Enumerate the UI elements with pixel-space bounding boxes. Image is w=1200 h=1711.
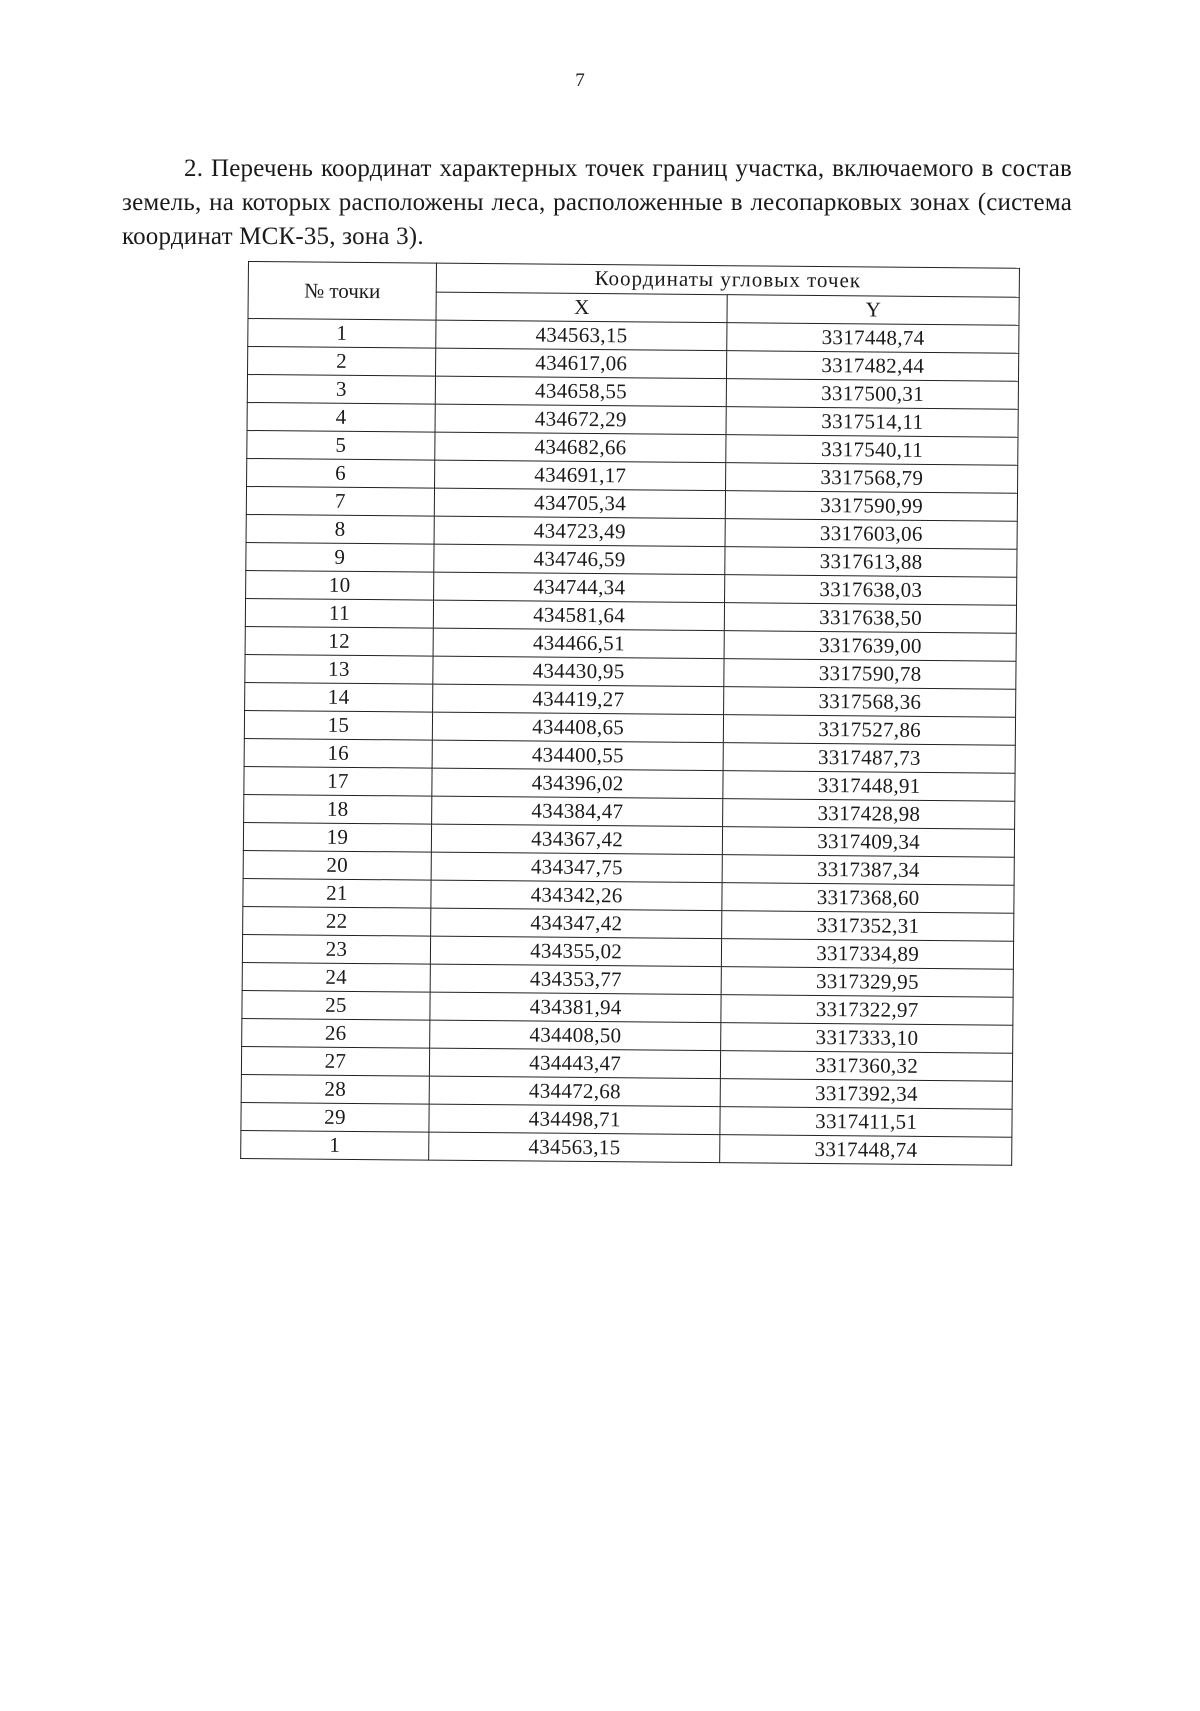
- cell-point-number: 17: [244, 766, 432, 796]
- cell-y: 3317448,74: [720, 1135, 1012, 1166]
- cell-point-number: 26: [242, 1018, 430, 1048]
- cell-x: 434581,64: [433, 600, 725, 631]
- cell-y: 3317590,99: [726, 491, 1018, 522]
- cell-y: 3317568,36: [724, 687, 1016, 718]
- cell-point-number: 15: [244, 710, 432, 740]
- cell-y: 3317329,95: [722, 967, 1014, 998]
- header-row-top: [248, 262, 1019, 297]
- coordinates-table: [240, 261, 1020, 1166]
- cell-y: 3317540,11: [726, 435, 1018, 466]
- table-header: [248, 262, 1019, 326]
- cell-x: 434744,34: [434, 572, 726, 603]
- cell-y: 3317411,51: [720, 1107, 1012, 1138]
- cell-x: 434419,27: [433, 684, 725, 715]
- cell-x: 434396,02: [432, 768, 724, 799]
- cell-point-number: 10: [246, 570, 434, 600]
- cell-y: 3317368,60: [722, 883, 1014, 914]
- cell-y: 3317613,88: [725, 547, 1017, 578]
- header-x: X: [436, 292, 728, 323]
- cell-point-number: 25: [242, 990, 430, 1020]
- cell-x: 434342,26: [431, 880, 723, 911]
- cell-x: 434408,65: [432, 712, 724, 743]
- cell-y: 3317590,78: [724, 659, 1016, 690]
- cell-x: 434672,29: [435, 404, 727, 435]
- cell-x: 434466,51: [433, 628, 725, 659]
- cell-x: 434384,47: [432, 796, 724, 827]
- cell-x: 434347,42: [431, 908, 723, 939]
- cell-point-number: 20: [243, 850, 431, 880]
- header-point-number: № точки: [248, 262, 436, 321]
- cell-x: 434430,95: [433, 656, 725, 687]
- cell-y: 3317448,74: [727, 323, 1019, 354]
- cell-y: 3317482,44: [727, 351, 1019, 382]
- cell-x: 434691,17: [434, 460, 726, 491]
- cell-y: 3317360,32: [721, 1051, 1013, 1082]
- cell-x: 434408,50: [430, 1020, 722, 1051]
- cell-x: 434472,68: [429, 1076, 721, 1107]
- cell-point-number: 6: [247, 458, 435, 488]
- cell-y: 3317638,03: [725, 575, 1017, 606]
- cell-point-number: 7: [246, 486, 434, 516]
- cell-x: 434746,59: [434, 544, 726, 575]
- header-y: Y: [727, 294, 1019, 325]
- cell-point-number: 13: [245, 654, 433, 684]
- cell-y: 3317392,34: [721, 1079, 1013, 1110]
- cell-y: 3317603,06: [725, 519, 1017, 550]
- cell-point-number: 3: [247, 375, 435, 405]
- cell-x: 434682,66: [435, 432, 727, 463]
- cell-point-number: 8: [246, 514, 434, 544]
- cell-x: 434498,71: [429, 1104, 721, 1135]
- cell-point-number: 2: [248, 347, 436, 377]
- cell-y: 3317334,89: [722, 939, 1014, 970]
- cell-point-number: 19: [243, 822, 431, 852]
- cell-x: 434723,49: [434, 516, 726, 547]
- page-number: 7: [575, 70, 585, 91]
- table-body: [241, 319, 1019, 1166]
- cell-y: 3317448,91: [723, 771, 1015, 802]
- cell-point-number: 14: [245, 682, 433, 712]
- cell-point-number: 12: [245, 626, 433, 656]
- cell-point-number: 1: [248, 319, 436, 349]
- cell-y: 3317428,98: [723, 799, 1015, 830]
- cell-point-number: 16: [244, 738, 432, 768]
- cell-y: 3317487,73: [723, 743, 1015, 774]
- header-coordinates-group: Координаты угловых точек: [436, 263, 1019, 297]
- cell-point-number: 18: [244, 794, 432, 824]
- cell-x: 434563,15: [429, 1132, 721, 1163]
- cell-y: 3317322,97: [721, 995, 1013, 1026]
- cell-point-number: 23: [242, 934, 430, 964]
- cell-x: 434367,42: [431, 824, 723, 855]
- cell-point-number: 24: [242, 962, 430, 992]
- cell-x: 434705,34: [434, 488, 726, 519]
- cell-x: 434617,06: [435, 348, 727, 379]
- cell-point-number: 22: [243, 906, 431, 936]
- cell-x: 434355,02: [430, 936, 722, 967]
- cell-y: 3317352,31: [722, 911, 1014, 942]
- cell-y: 3317568,79: [726, 463, 1018, 494]
- cell-point-number: 27: [241, 1046, 429, 1076]
- cell-y: 3317333,10: [721, 1023, 1013, 1054]
- cell-x: 434381,94: [430, 992, 722, 1023]
- cell-y: 3317639,00: [724, 631, 1016, 662]
- section-paragraph: 2. Перечень координат характерных точек границ участка, включаемого в состав земель, на которых расположены леса, расположенные в лесопарковых зонах (система координат МСК-35, зона 3).: [122, 155, 1072, 250]
- cell-y: 3317500,31: [727, 379, 1019, 410]
- cell-point-number: 29: [241, 1102, 429, 1132]
- cell-point-number: 21: [243, 878, 431, 908]
- cell-point-number: 28: [241, 1074, 429, 1104]
- cell-y: 3317527,86: [724, 715, 1016, 746]
- cell-y: 3317638,50: [725, 603, 1017, 634]
- cell-y: 3317409,34: [723, 827, 1015, 858]
- cell-x: 434353,77: [430, 964, 722, 995]
- cell-point-number: 11: [245, 598, 433, 628]
- cell-x: 434400,55: [432, 740, 724, 771]
- cell-point-number: 9: [246, 542, 434, 572]
- cell-y: 3317387,34: [723, 855, 1015, 886]
- cell-x: 434443,47: [429, 1048, 721, 1079]
- cell-point-number: 1: [241, 1130, 429, 1160]
- cell-x: 434347,75: [431, 852, 723, 883]
- cell-y: 3317514,11: [726, 407, 1018, 438]
- cell-point-number: 4: [247, 402, 435, 432]
- cell-x: 434658,55: [435, 376, 727, 407]
- cell-point-number: 5: [247, 430, 435, 460]
- cell-x: 434563,15: [436, 320, 728, 351]
